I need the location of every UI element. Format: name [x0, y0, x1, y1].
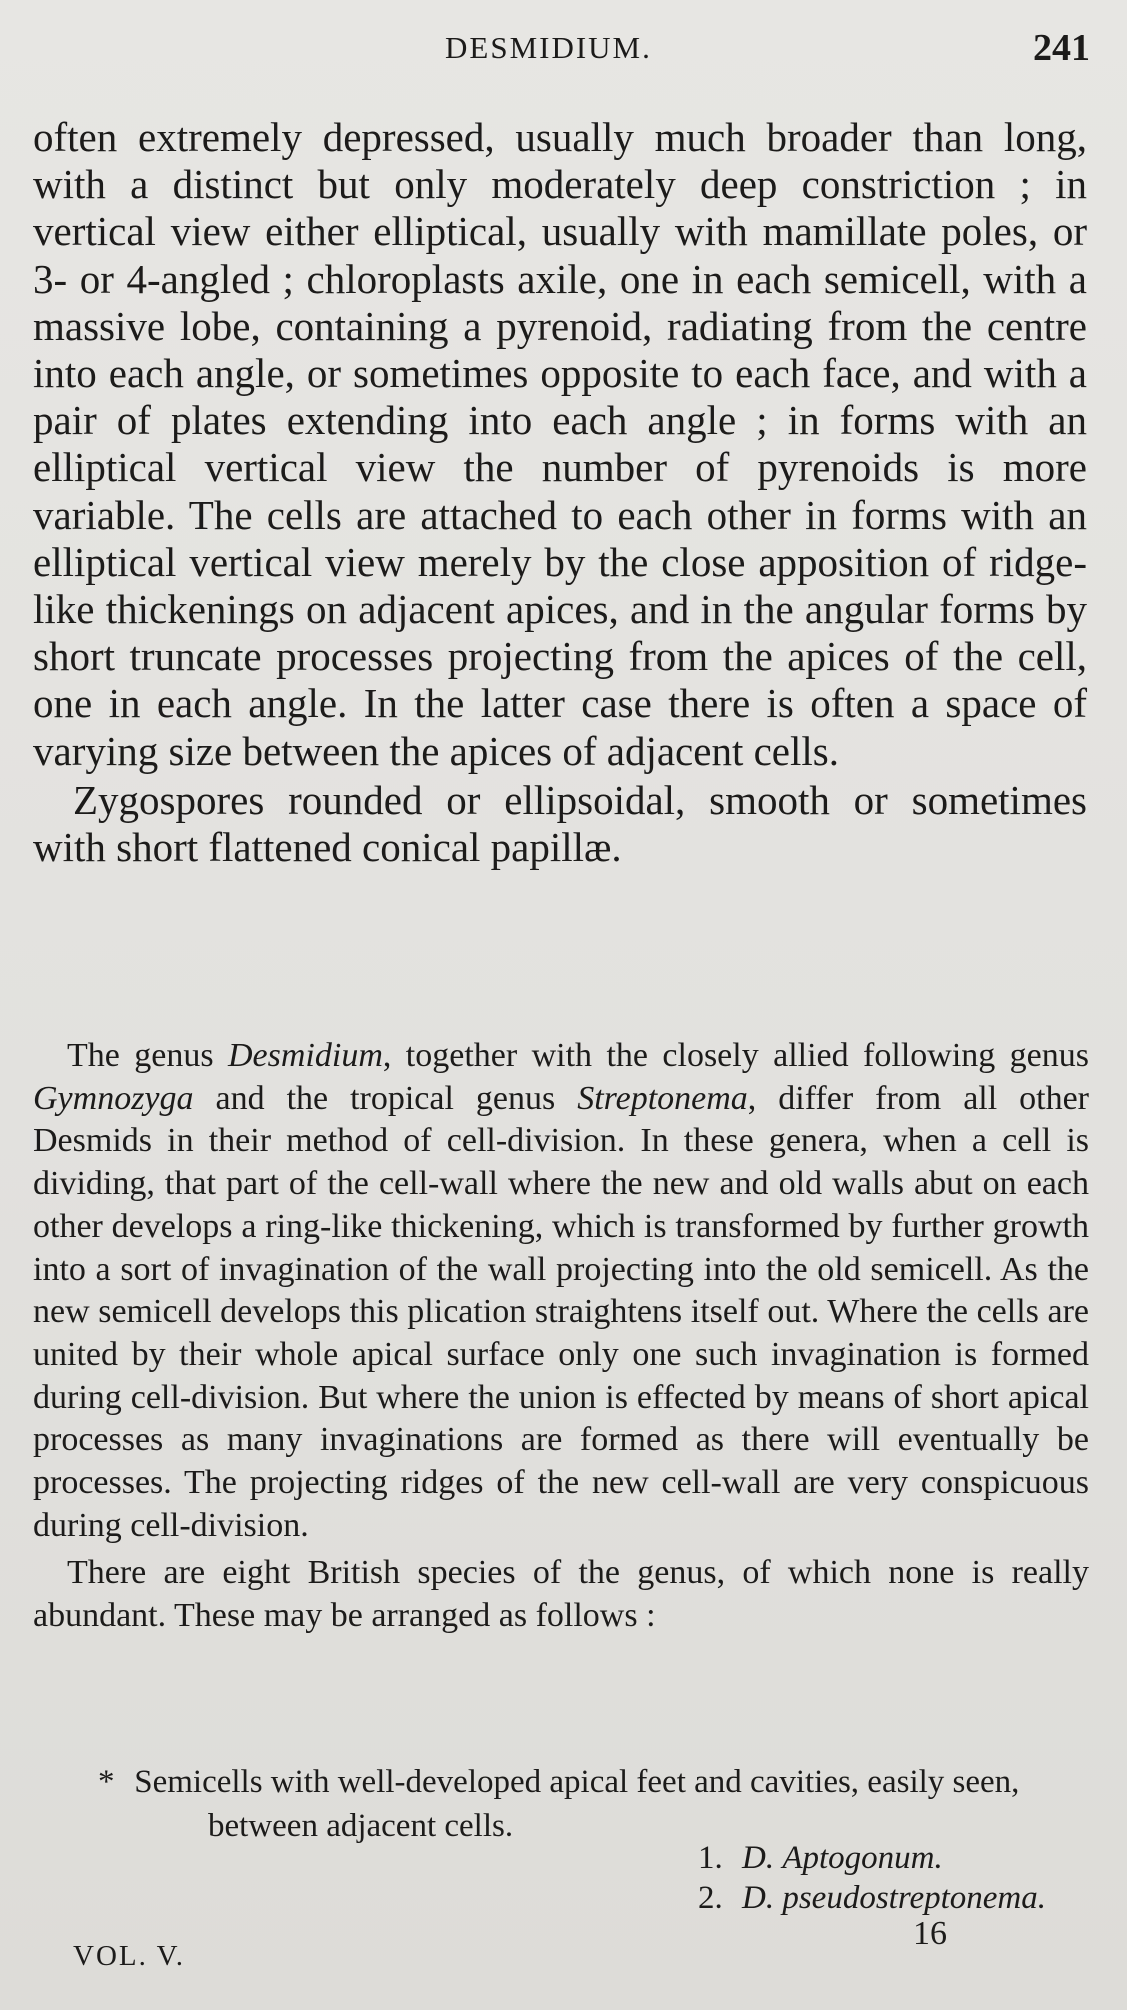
- running-head: DESMIDIUM.: [445, 30, 652, 65]
- volume-label: VOL. V.: [73, 1940, 186, 1972]
- british-species-paragraph: There are eight British species of the genus, of which none is really abundant. These may be arranged as follows :: [33, 1554, 1089, 1635]
- species-epithet: pseudostreptonema.: [782, 1880, 1047, 1916]
- text-run: , together with the closely allied following genus: [382, 1037, 1089, 1074]
- key-couplet: [98, 1760, 1088, 1848]
- species-genus-abbrev: D.: [742, 1880, 775, 1916]
- cell-division-paragraph: [33, 1035, 1089, 1547]
- key-text: Semicells with well-developed apical feet and cavities, easily seen, between adjacent cells.: [134, 1764, 1020, 1844]
- genus-description: [33, 114, 1087, 871]
- genus-discussion: [33, 1035, 1089, 1638]
- page-header: [0, 26, 1127, 76]
- description-paragraph: often extremely depressed, usually much broader than long, with a distinct but only moderately deep constriction ; in vertical view either elliptical, usually with mamillate poles, or 3- or 4-angled ; chloroplasts axile, one in each semicell, with a massive lobe, containing a pyrenoid, radiating from the centre into each angle, or sometimes opposite to each face, and with a pair of plates extending into each angle ; in forms with an elliptical vertical view the number of pyrenoids is more variable. The cells are attached to each other in forms with an elliptical vertical view merely by the close apposition of ridge-like thickenings on adjacent apices, and in the angular forms by short truncate processes projecting from the apices of the cell, one in each angle. In the latter case there is often a space of varying size between the apices of adjacent cells.: [33, 114, 1087, 774]
- key-marker: *: [98, 1764, 115, 1800]
- species-entry: [698, 1880, 1046, 1917]
- zygospore-paragraph: Zygospores rounded or ellipsoidal, smooth or sometimes with short flattened conical papillæ.: [33, 776, 1087, 871]
- page-number: 241: [1033, 27, 1090, 69]
- species-genus-abbrev: D.: [742, 1840, 775, 1876]
- species-key: [98, 1760, 1088, 1848]
- species-entry: [698, 1840, 943, 1877]
- species-epithet: Aptogonum.: [782, 1840, 943, 1876]
- text-run: The genus: [67, 1037, 228, 1074]
- species-number: 1.: [698, 1840, 723, 1876]
- genus-name-desmidium: Desmidium: [228, 1037, 383, 1074]
- signature-mark: 16: [913, 1915, 947, 1952]
- text-run: and the tropical genus: [193, 1079, 578, 1117]
- species-number: 2.: [698, 1880, 723, 1916]
- text-run: , differ from all other Desmids in their method of cell-division. In these genera, when a cell is dividing, that part of the cell-wall where the new and old walls abut on each other develops a ring-like thickening, which is transformed by further growth into a sort of invagination of the wall projecting into the old semicell. As the new semicell develops this plication straightens itself out. Where the cells are united by their whole apical surface only one such invagination is formed during cell-division. But where the union is effected by means of short apical processes as many invaginations are formed as there will eventually be processes. The projecting ridges of the new cell-wall are very conspicuous during cell-division.: [33, 1079, 1090, 1544]
- genus-name-streptonema: Streptonema: [577, 1079, 748, 1117]
- genus-name-gymnozyga: Gymnozyga: [33, 1079, 194, 1117]
